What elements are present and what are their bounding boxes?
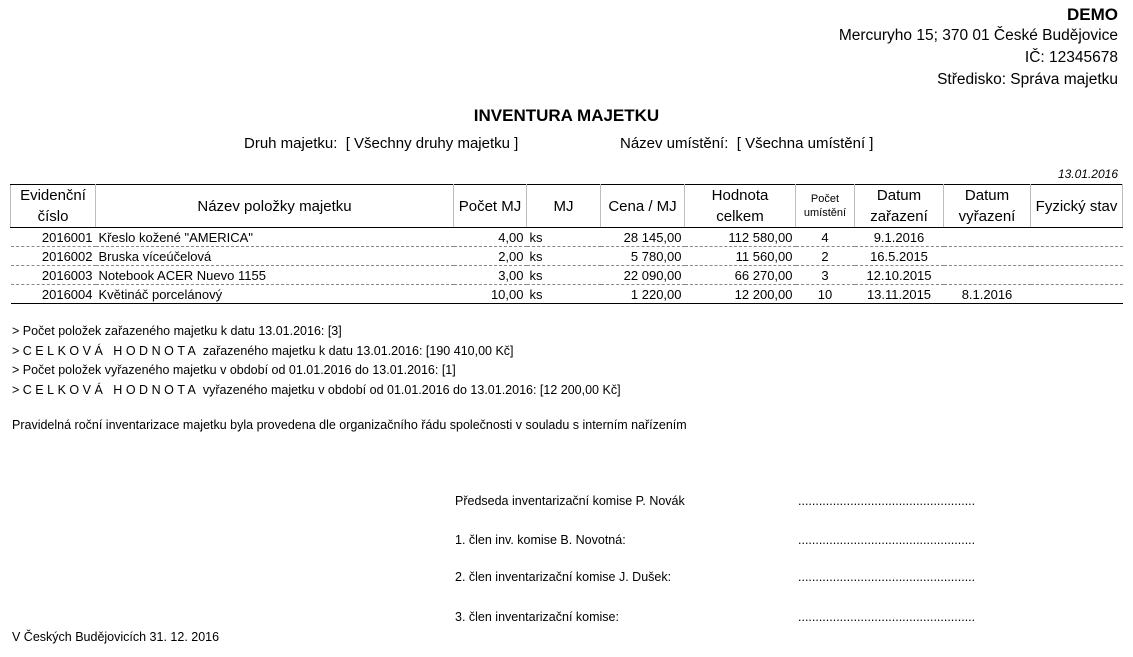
cell-count: 10,00: [454, 285, 527, 304]
cell-total: 112 580,00: [685, 228, 796, 247]
document-title: INVENTURA MAJETKU: [473, 106, 660, 125]
table-row: [11, 266, 1123, 285]
cell-name: Křeslo kožené "AMERICA": [96, 228, 454, 247]
col-state: Fyzický stav: [1031, 185, 1123, 228]
summary-total-removed: > CELKOVÁ HODNOTA vyřazeného majetku v období od 01.01.2016 do 13.01.2016: [12 200,00 Kč]: [12, 382, 621, 397]
col-placements: Počet umístění: [796, 185, 855, 228]
asset-type-label: Druh majetku:: [244, 135, 338, 152]
cell-count: 3,00: [454, 266, 527, 285]
cell-id: 2016001: [11, 228, 96, 247]
cell-total: 66 270,00: [685, 266, 796, 285]
cell-price: 22 090,00: [601, 266, 685, 285]
cell-removed: [944, 228, 1031, 247]
table-row: [11, 228, 1123, 247]
col-id: Evidenční číslo: [11, 185, 96, 228]
summary-count-removed: > Počet položek vyřazeného majetku v období od 01.01.2016 do 13.01.2016: [1]: [12, 363, 456, 377]
signature-line-member-3: ...................................................: [798, 610, 976, 624]
col-price: Cena / MJ: [601, 185, 685, 228]
location-value: [ Všechna umístění ]: [736, 135, 874, 152]
location-filter: [620, 135, 873, 152]
signature-line-chair: ...................................................: [798, 494, 976, 508]
cell-removed: [944, 247, 1031, 266]
company-name: DEMO: [1067, 5, 1118, 24]
signature-label-member-1: 1. člen inv. komise B. Novotná:: [455, 533, 626, 547]
cell-id: 2016004: [11, 285, 96, 304]
cell-id: 2016003: [11, 266, 96, 285]
cell-price: 1 220,00: [601, 285, 685, 304]
location-label: Název umístění:: [620, 135, 729, 152]
signature-label-member-2: 2. člen inventarizační komise J. Dušek:: [455, 570, 672, 584]
signature-label-chair: Předseda inventarizační komise P. Novák: [455, 494, 685, 508]
col-added: Datum zařazení: [855, 185, 944, 228]
cell-count: 2,00: [454, 247, 527, 266]
cell-price: 5 780,00: [601, 247, 685, 266]
cell-state: [1031, 228, 1123, 247]
signature-label-member-3: 3. člen inventarizační komise:: [455, 610, 619, 624]
company-ic: IČ: 12345678: [1024, 49, 1118, 66]
inventory-table: [10, 184, 1123, 304]
cell-removed: 8.1.2016: [944, 285, 1031, 304]
cell-unit: ks: [527, 266, 601, 285]
place-and-date: V Českých Budějovicích 31. 12. 2016: [12, 630, 220, 644]
cell-total: 12 200,00: [685, 285, 796, 304]
inventory-statement: Pravidelná roční inventarizace majetku byla provedena dle organizačního řádu společnosti v souladu s interním nařízením: [12, 418, 687, 432]
col-name: Název položky majetku: [96, 185, 454, 228]
cell-name: Bruska víceúčelová: [96, 247, 454, 266]
cell-placements: 10: [796, 285, 855, 304]
table-row: [11, 247, 1123, 266]
cell-state: [1031, 247, 1123, 266]
cell-added: 16.5.2015: [855, 247, 944, 266]
cell-added: 9.1.2016: [855, 228, 944, 247]
col-count: Počet MJ: [454, 185, 527, 228]
company-center: Středisko: Správa majetku: [937, 71, 1118, 88]
cell-state: [1031, 266, 1123, 285]
asset-type-value: [ Všechny druhy majetku ]: [345, 135, 519, 152]
cell-total: 11 560,00: [685, 247, 796, 266]
table-row: [11, 285, 1123, 304]
cell-removed: [944, 266, 1031, 285]
company-address: Mercuryho 15; 370 01 České Budějovice: [838, 27, 1118, 44]
col-total: Hodnota celkem: [685, 185, 796, 228]
col-unit: MJ: [527, 185, 601, 228]
report-date: 13.01.2016: [1057, 167, 1118, 181]
asset-type-filter: [244, 135, 518, 152]
cell-id: 2016002: [11, 247, 96, 266]
summary-block: [12, 322, 621, 400]
summary-count-added: > Počet položek zařazeného majetku k datu 13.01.2016: [3]: [12, 324, 342, 338]
cell-unit: ks: [527, 285, 601, 304]
cell-price: 28 145,00: [601, 228, 685, 247]
table-header-row: [11, 185, 1123, 228]
cell-state: [1031, 285, 1123, 304]
cell-added: 12.10.2015: [855, 266, 944, 285]
company-block: [839, 4, 1118, 91]
cell-added: 13.11.2015: [855, 285, 944, 304]
signature-line-member-2: ...................................................: [798, 570, 976, 584]
cell-unit: ks: [527, 247, 601, 266]
cell-placements: 4: [796, 228, 855, 247]
col-removed: Datum vyřazení: [944, 185, 1031, 228]
cell-name: Květináč porcelánový: [96, 285, 454, 304]
summary-total-added: > CELKOVÁ HODNOTA zařazeného majetku k datu 13.01.2016: [190 410,00 Kč]: [12, 343, 514, 358]
cell-placements: 3: [796, 266, 855, 285]
signature-line-member-1: ...................................................: [798, 533, 976, 547]
cell-name: Notebook ACER Nuevo 1155: [96, 266, 454, 285]
cell-count: 4,00: [454, 228, 527, 247]
cell-placements: 2: [796, 247, 855, 266]
cell-unit: ks: [527, 228, 601, 247]
